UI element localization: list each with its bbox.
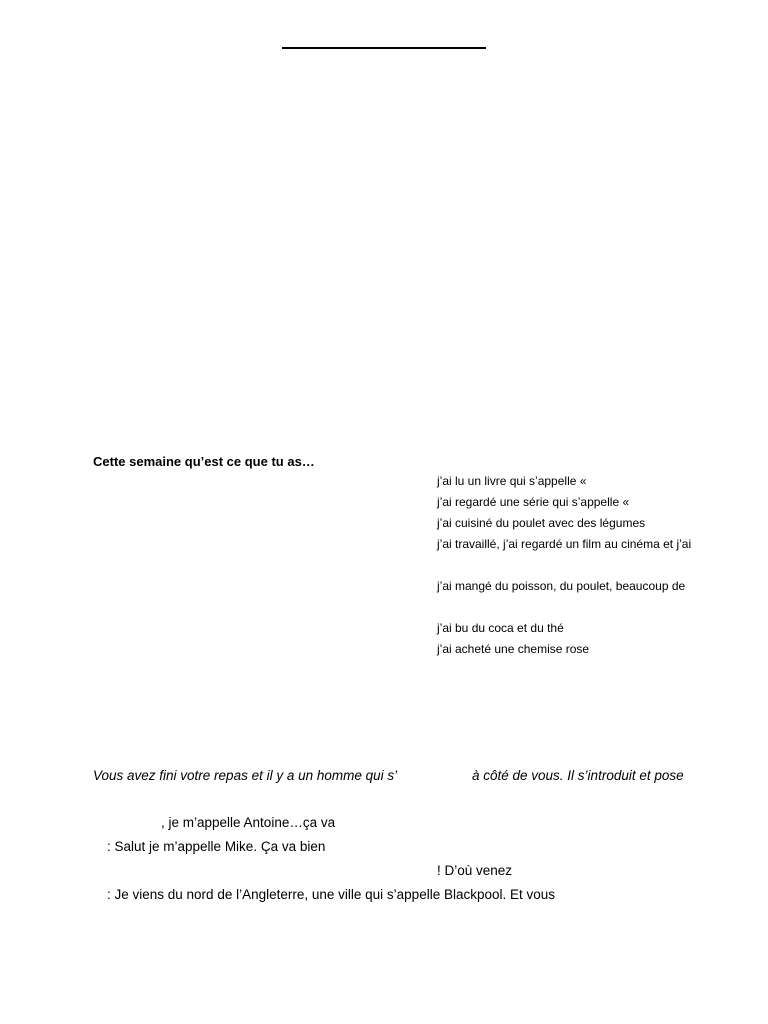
dialogue-line-question: ! D’où venez [437,863,513,878]
answer-line-watched-series: j’ai regardé une série qui s’appelle « [437,495,630,509]
answer-line-cooked: j’ai cuisiné du poulet avec des légumes [437,516,646,530]
answer-line-read: j’ai lu un livre qui s’appelle « [437,474,587,488]
dialogue-line-antoine: , je m’appelle Antoine…ça va [161,815,336,830]
answer-line-ate: j’ai mangé du poisson, du poulet, beaucoup de [437,579,686,593]
answer-line-worked: j’ai travaillé, j’ai regardé un film au cinéma et j’ai [437,537,692,551]
answer-line-bought: j’ai acheté une chemise rose [437,642,590,656]
dialogue-line-blackpool: : Je viens du nord de l’Angleterre, une ville qui s’appelle Blackpool. Et vous [107,887,556,902]
section-heading: Cette semaine qu’est ce que tu as… [93,454,315,469]
scenario-text-part1: Vous avez fini votre repas et il y a un homme qui s’ [93,768,398,783]
scenario-text-part2: à côté de vous. Il s’introduit et pose [472,768,684,783]
dialogue-line-mike: : Salut je m’appelle Mike. Ça va bien [107,839,326,854]
title-underline [282,47,486,49]
answer-line-drank: j’ai bu du coca et du thé [437,621,564,635]
